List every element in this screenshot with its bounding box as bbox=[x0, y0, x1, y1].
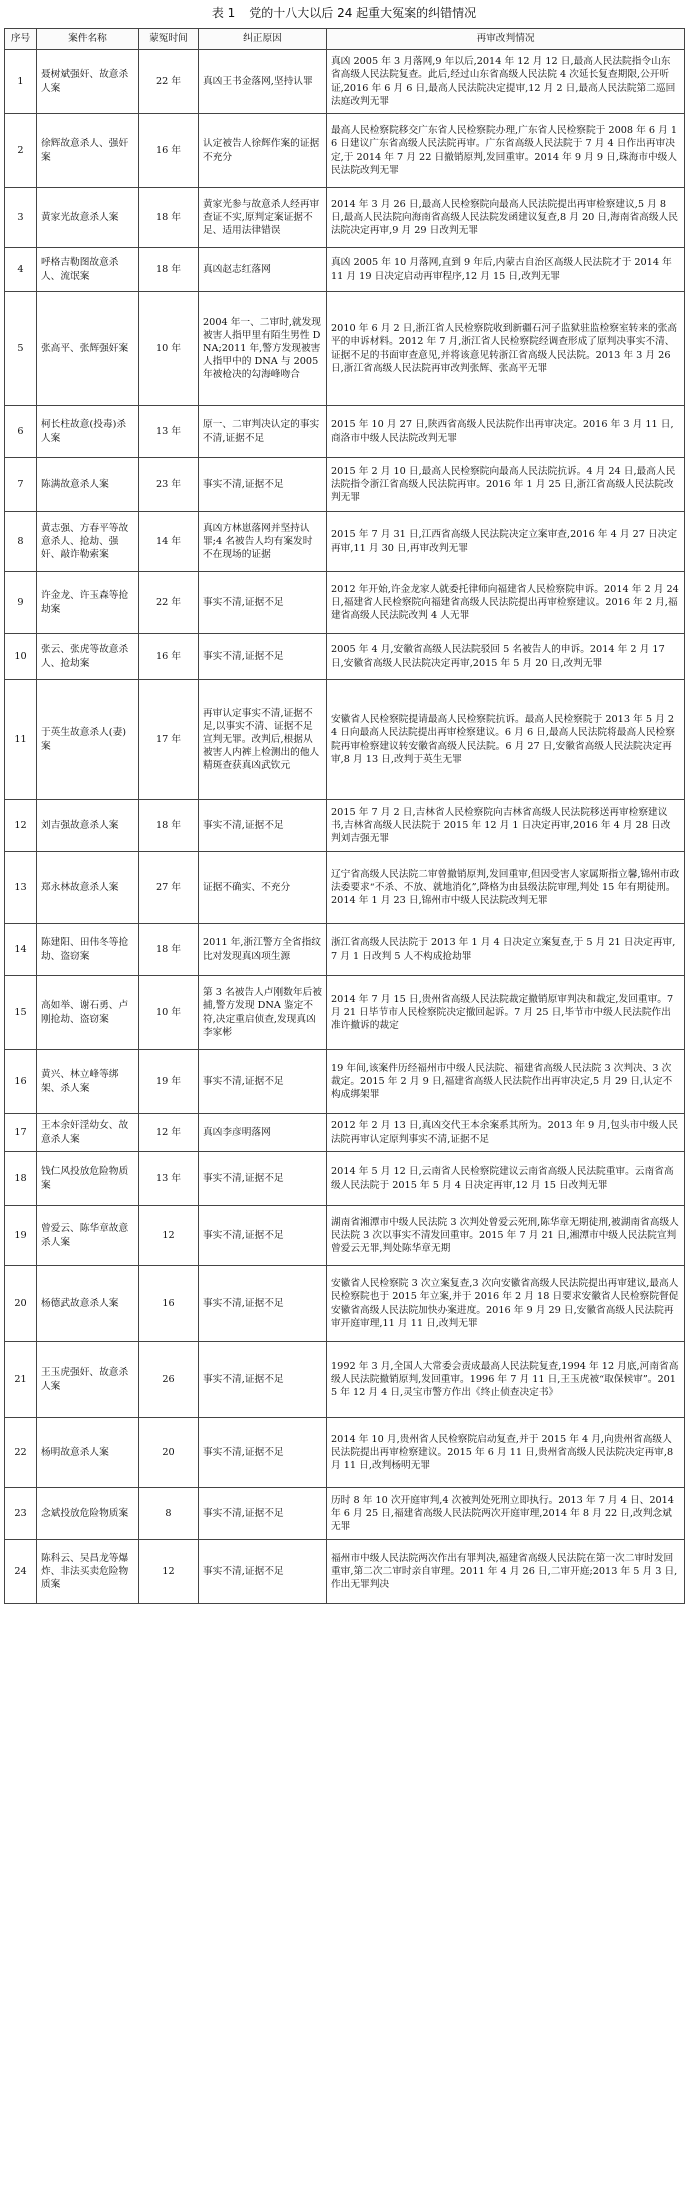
retrial-result: 真凶 2005 年 3 月落网,9 年以后,2014 年 12 月 12 日,最高人民法院指令山东省高级人民法院复查。此后,经过山东省高级人民法院 4 次延长复查期限,公开听证,2016 年 6 月 6 日,最高人民法院决定提审,12 月 2 日,最高人民法院第二巡回法庭改判无罪 bbox=[327, 50, 685, 114]
wrongful-years: 22 年 bbox=[139, 50, 199, 114]
header-case-name: 案件名称 bbox=[37, 29, 139, 50]
correction-reason: 2011 年,浙江警方全省指纹比对发现真凶项生源 bbox=[199, 924, 327, 976]
row-number: 22 bbox=[5, 1418, 37, 1488]
table-row bbox=[5, 976, 685, 1050]
table-title: 党的十八大以后 24 起重大冤案的纠错情况 bbox=[249, 6, 477, 20]
header-correction-reason: 纠正原因 bbox=[199, 29, 327, 50]
correction-reason: 原一、二审判决认定的事实不清,证据不足 bbox=[199, 406, 327, 458]
retrial-result: 2015 年 10 月 27 日,陕西省高级人民法院作出再审决定。2016 年 3 月 11 日,商洛市中级人民法院改判无罪 bbox=[327, 406, 685, 458]
row-number: 20 bbox=[5, 1266, 37, 1342]
case-name: 徐辉故意杀人、强奸案 bbox=[37, 114, 139, 188]
correction-reason: 真凶方林崽落网并坚持认罪;4 名被告人均有案发时不在现场的证据 bbox=[199, 512, 327, 572]
table-row bbox=[5, 634, 685, 680]
wrongful-years: 19 年 bbox=[139, 1050, 199, 1114]
case-name: 陈建阳、田伟冬等抢劫、盗窃案 bbox=[37, 924, 139, 976]
retrial-result: 2015 年 2 月 10 日,最高人民检察院向最高人民法院抗诉。4 月 24 日,最高人民法院指令浙江省高级人民法院再审。2016 年 1 月 25 日,浙江省高级人民法院改判无罪 bbox=[327, 458, 685, 512]
retrial-result: 2014 年 5 月 12 日,云南省人民检察院建议云南省高级人民法院重审。云南省高级人民法院于 2015 年 5 月 4 日决定再审,12 月 15 日改判无罪 bbox=[327, 1152, 685, 1206]
case-name: 王本余奸淫幼女、故意杀人案 bbox=[37, 1114, 139, 1152]
header-wrongful-years: 蒙冤时间 bbox=[139, 29, 199, 50]
correction-reason: 事实不清,证据不足 bbox=[199, 1540, 327, 1604]
wrongful-years: 10 年 bbox=[139, 976, 199, 1050]
case-name: 曾爱云、陈华章故意杀人案 bbox=[37, 1206, 139, 1266]
wrongful-years: 18 年 bbox=[139, 800, 199, 852]
correction-reason: 事实不清,证据不足 bbox=[199, 1206, 327, 1266]
row-number: 12 bbox=[5, 800, 37, 852]
row-number: 17 bbox=[5, 1114, 37, 1152]
wrongful-years: 18 年 bbox=[139, 924, 199, 976]
row-number: 1 bbox=[5, 50, 37, 114]
row-number: 18 bbox=[5, 1152, 37, 1206]
wrongful-years: 17 年 bbox=[139, 680, 199, 800]
row-number: 21 bbox=[5, 1342, 37, 1418]
wrongful-years: 12 年 bbox=[139, 1114, 199, 1152]
retrial-result: 最高人民检察院移交广东省人民检察院办理,广东省人民检察院于 2008 年 6 月 16 日建议广东省高级人民法院再审。广东省高级人民法院于 7 月 4 日作出再审决定,于 2014 年 7 月 22 日撤销原判,发回重审。2014 年 9 月 9 日,珠海市中级人民法院改判无罪 bbox=[327, 114, 685, 188]
case-name: 念斌投放危险物质案 bbox=[37, 1488, 139, 1540]
case-name: 杨德武故意杀人案 bbox=[37, 1266, 139, 1342]
retrial-result: 19 年间,该案件历经福州市中级人民法院、福建省高级人民法院 3 次判决、3 次裁定。2015 年 2 月 9 日,福建省高级人民法院作出再审决定,5 月 29 日,认定不构成绑架罪 bbox=[327, 1050, 685, 1114]
correction-reason: 事实不清,证据不足 bbox=[199, 1266, 327, 1342]
wrongful-years: 16 bbox=[139, 1266, 199, 1342]
table-row bbox=[5, 572, 685, 634]
correction-reason: 真凶李彦明落网 bbox=[199, 1114, 327, 1152]
correction-reason: 真凶王书金落网,坚持认罪 bbox=[199, 50, 327, 114]
table-row bbox=[5, 188, 685, 248]
case-name: 呼格吉勒图故意杀人、流氓案 bbox=[37, 248, 139, 292]
wrongful-years: 23 年 bbox=[139, 458, 199, 512]
table-row bbox=[5, 1540, 685, 1604]
table-caption bbox=[0, 2, 688, 24]
table-row bbox=[5, 680, 685, 800]
case-name: 王玉虎强奸、故意杀人案 bbox=[37, 1342, 139, 1418]
row-number: 10 bbox=[5, 634, 37, 680]
row-number: 16 bbox=[5, 1050, 37, 1114]
wrongful-years: 16 年 bbox=[139, 114, 199, 188]
table-row bbox=[5, 800, 685, 852]
retrial-result: 安徽省人民检察院提请最高人民检察院抗诉。最高人民检察院于 2013 年 5 月 24 日向最高人民法院提出再审检察建议。6 月 6 日,最高人民法院将最高人民检察院再审检察建议转安徽省高级人民法院。6 月 27 日,安徽省高级人民法院决定再审,8 月 13 日,改判于英生无罪 bbox=[327, 680, 685, 800]
cases-table bbox=[4, 28, 685, 1604]
wrongful-years: 18 年 bbox=[139, 248, 199, 292]
retrial-result: 1992 年 3 月,全国人大常委会责成最高人民法院复查,1994 年 12 月底,河南省高级人民法院撤销原判,发回重审。1996 年 7 月 11 日,王玉虎被“取保候审”。2015 年 12 月 4 日,灵宝市警方作出《终止侦查决定书》 bbox=[327, 1342, 685, 1418]
wrongful-years: 27 年 bbox=[139, 852, 199, 924]
correction-reason: 事实不清,证据不足 bbox=[199, 634, 327, 680]
table-row bbox=[5, 50, 685, 114]
retrial-result: 2012 年开始,许金龙家人就委托律师向福建省人民检察院申诉。2014 年 2 月 24 日,福建省人民检察院向福建省高级人民法院提出再审检察建议。2016 年 2 月,福建省高级人民法院改判 4 人无罪 bbox=[327, 572, 685, 634]
row-number: 19 bbox=[5, 1206, 37, 1266]
wrongful-years: 12 bbox=[139, 1540, 199, 1604]
case-name: 于英生故意杀人(妻)案 bbox=[37, 680, 139, 800]
correction-reason: 事实不清,证据不足 bbox=[199, 800, 327, 852]
retrial-result: 真凶 2005 年 10 月落网,直到 9 年后,内蒙古自治区高级人民法院才于 2014 年 11 月 19 日决定启动再审程序,12 月 15 日,改判无罪 bbox=[327, 248, 685, 292]
table-row bbox=[5, 1050, 685, 1114]
row-number: 4 bbox=[5, 248, 37, 292]
table-row bbox=[5, 458, 685, 512]
table-row bbox=[5, 512, 685, 572]
case-name: 张高平、张辉强奸案 bbox=[37, 292, 139, 406]
correction-reason: 黄家光参与故意杀人经再审查证不实,原判定案证据不足、适用法律错误 bbox=[199, 188, 327, 248]
case-name: 陈科云、吴昌龙等爆炸、非法买卖危险物质案 bbox=[37, 1540, 139, 1604]
row-number: 23 bbox=[5, 1488, 37, 1540]
wrongful-years: 22 年 bbox=[139, 572, 199, 634]
case-name: 郑永林故意杀人案 bbox=[37, 852, 139, 924]
case-name: 黄志强、方春平等故意杀人、抢劫、强奸、敲诈勒索案 bbox=[37, 512, 139, 572]
correction-reason: 事实不清,证据不足 bbox=[199, 458, 327, 512]
table-row bbox=[5, 1488, 685, 1540]
retrial-result: 浙江省高级人民法院于 2013 年 1 月 4 日决定立案复查,于 5 月 21 日决定再审,7 月 1 日改判 5 人不构成抢劫罪 bbox=[327, 924, 685, 976]
case-name: 杨明故意杀人案 bbox=[37, 1418, 139, 1488]
correction-reason: 事实不清,证据不足 bbox=[199, 1050, 327, 1114]
retrial-result: 2015 年 7 月 2 日,吉林省人民检察院向吉林省高级人民法院移送再审检察建议书,吉林省高级人民法院于 2015 年 12 月 1 日决定再审,2016 年 4 月 28 日改判刘吉强无罪 bbox=[327, 800, 685, 852]
case-name: 聂树斌强奸、故意杀人案 bbox=[37, 50, 139, 114]
case-name: 高如举、谢石勇、卢刚抢劫、盗窃案 bbox=[37, 976, 139, 1050]
retrial-result: 辽宁省高级人民法院二审曾撤销原判,发回重审,但因受害人家属斯指立馨,锦州市政法委要求“不杀、不放、就地消化”,降格为由县级法院审理,判处 15 年有期徒刑。2014 年 1 月 23 日,锦州市中级人民法院改判无罪 bbox=[327, 852, 685, 924]
row-number: 2 bbox=[5, 114, 37, 188]
case-name: 刘吉强故意杀人案 bbox=[37, 800, 139, 852]
row-number: 3 bbox=[5, 188, 37, 248]
retrial-result: 2015 年 7 月 31 日,江西省高级人民法院决定立案审查,2016 年 4 月 27 日决定再审,11 月 30 日,再审改判无罪 bbox=[327, 512, 685, 572]
case-name: 陈满故意杀人案 bbox=[37, 458, 139, 512]
case-name: 柯长柱故意(投毒)杀人案 bbox=[37, 406, 139, 458]
correction-reason: 证据不确实、不充分 bbox=[199, 852, 327, 924]
case-name: 张云、张虎等故意杀人、抢劫案 bbox=[37, 634, 139, 680]
table-row bbox=[5, 1266, 685, 1342]
correction-reason: 真凶赵志红落网 bbox=[199, 248, 327, 292]
table-header-row bbox=[5, 29, 685, 50]
case-name: 黄兴、林立峰等绑架、杀人案 bbox=[37, 1050, 139, 1114]
correction-reason: 事实不清,证据不足 bbox=[199, 1418, 327, 1488]
retrial-result: 2010 年 6 月 2 日,浙江省人民检察院收到新疆石河子监狱驻监检察室转来的张高平的申诉材料。2012 年 7 月,浙江省人民检察院经调查形成了原判决事实不清、证据不足的书面审查意见,并将该意见转浙江省高级人民法院。2013 年 3 月 26 日,浙江省高级人民法院再审改判张辉、张高平无罪 bbox=[327, 292, 685, 406]
table-row bbox=[5, 292, 685, 406]
case-name: 黄家光故意杀人案 bbox=[37, 188, 139, 248]
table-row bbox=[5, 852, 685, 924]
row-number: 11 bbox=[5, 680, 37, 800]
case-name: 许金龙、许玉森等抢劫案 bbox=[37, 572, 139, 634]
wrongful-years: 10 年 bbox=[139, 292, 199, 406]
table-row bbox=[5, 406, 685, 458]
row-number: 5 bbox=[5, 292, 37, 406]
table-number: 表 1 bbox=[211, 6, 236, 20]
correction-reason: 再审认定事实不清,证据不足,以事实不清、证据不足宣判无罪。改判后,根据从被害人内裤上检测出的他人精斑查获真凶武钦元 bbox=[199, 680, 327, 800]
correction-reason: 2004 年一、二审时,就发现被害人指甲里有陌生男性 DNA;2011 年,警方发现被害人指甲中的 DNA 与 2005 年被枪决的勾海峰吻合 bbox=[199, 292, 327, 406]
wrongful-years: 16 年 bbox=[139, 634, 199, 680]
table-row bbox=[5, 1418, 685, 1488]
header-no: 序号 bbox=[5, 29, 37, 50]
table-row bbox=[5, 114, 685, 188]
case-name: 钱仁风投放危险物质案 bbox=[37, 1152, 139, 1206]
retrial-result: 2005 年 4 月,安徽省高级人民法院驳回 5 名被告人的申诉。2014 年 2 月 17 日,安徽省高级人民法院决定再审,2015 年 5 月 20 日,改判无罪 bbox=[327, 634, 685, 680]
retrial-result: 2014 年 7 月 15 日,贵州省高级人民法院裁定撤销原审判决和裁定,发回重审。7 月 21 日毕节市人民检察院决定撤回起诉。7 月 25 日,毕节市中级人民法院作出准许撤诉的裁定 bbox=[327, 976, 685, 1050]
row-number: 24 bbox=[5, 1540, 37, 1604]
wrongful-years: 26 bbox=[139, 1342, 199, 1418]
row-number: 13 bbox=[5, 852, 37, 924]
header-retrial-result: 再审改判情况 bbox=[327, 29, 685, 50]
table-row bbox=[5, 1152, 685, 1206]
table-row bbox=[5, 1342, 685, 1418]
wrongful-years: 18 年 bbox=[139, 188, 199, 248]
table-row bbox=[5, 1114, 685, 1152]
retrial-result: 福州市中级人民法院两次作出有罪判决,福建省高级人民法院在第一次二审时发回重审,第二次二审时亲自审理。2011 年 4 月 26 日,二审开庭;2013 年 5 月 3 日,作出无罪判决 bbox=[327, 1540, 685, 1604]
retrial-result: 2012 年 2 月 13 日,真凶交代王本余案系其所为。2013 年 9 月,包头市中级人民法院再审认定原判事实不清,证据不足 bbox=[327, 1114, 685, 1152]
retrial-result: 2014 年 10 月,贵州省人民检察院启动复查,并于 2015 年 4 月,向贵州省高级人民法院提出再审检察建议。2015 年 6 月 11 日,贵州省高级人民法院决定再审,8 月 11 日,改判杨明无罪 bbox=[327, 1418, 685, 1488]
row-number: 6 bbox=[5, 406, 37, 458]
correction-reason: 事实不清,证据不足 bbox=[199, 1342, 327, 1418]
row-number: 15 bbox=[5, 976, 37, 1050]
retrial-result: 安徽省人民检察院 3 次立案复查,3 次向安徽省高级人民法院提出再审建议,最高人民检察院也于 2015 年立案,并于 2016 年 2 月 18 日要求安徽省人民检察院督促安徽省高级人民法院加快办案进度。2016 年 9 月 29 日,安徽省高级人民法院再审开庭审理,11 月 11 日,改判无罪 bbox=[327, 1266, 685, 1342]
correction-reason: 认定被告人徐辉作案的证据不充分 bbox=[199, 114, 327, 188]
wrongful-years: 13 年 bbox=[139, 1152, 199, 1206]
table-row bbox=[5, 248, 685, 292]
correction-reason: 事实不清,证据不足 bbox=[199, 1152, 327, 1206]
row-number: 7 bbox=[5, 458, 37, 512]
correction-reason: 事实不清,证据不足 bbox=[199, 572, 327, 634]
row-number: 14 bbox=[5, 924, 37, 976]
wrongful-years: 13 年 bbox=[139, 406, 199, 458]
retrial-result: 历时 8 年 10 次开庭审判,4 次被判处死刑立即执行。2013 年 7 月 4 日、2014 年 6 月 25 日,福建省高级人民法院两次开庭审理,2014 年 8 月 22 日,改判念斌无罪 bbox=[327, 1488, 685, 1540]
correction-reason: 事实不清,证据不足 bbox=[199, 1488, 327, 1540]
wrongful-years: 20 bbox=[139, 1418, 199, 1488]
retrial-result: 湖南省湘潭市中级人民法院 3 次判处曾爱云死刑,陈华章无期徒刑,被湖南省高级人民法院 3 次以事实不清发回重审。2015 年 7 月 21 日,湘潭市中级人民法院宣判曾爱云无罪,判处陈华章无期 bbox=[327, 1206, 685, 1266]
wrongful-years: 8 bbox=[139, 1488, 199, 1540]
row-number: 9 bbox=[5, 572, 37, 634]
wrongful-years: 14 年 bbox=[139, 512, 199, 572]
wrongful-years: 12 bbox=[139, 1206, 199, 1266]
table-row bbox=[5, 1206, 685, 1266]
correction-reason: 第 3 名被告人卢刚数年后被捕,警方发现 DNA 鉴定不符,决定重启侦查,发现真凶李家彬 bbox=[199, 976, 327, 1050]
row-number: 8 bbox=[5, 512, 37, 572]
table-row bbox=[5, 924, 685, 976]
retrial-result: 2014 年 3 月 26 日,最高人民检察院向最高人民法院提出再审检察建议,5 月 8 日,最高人民法院向海南省高级人民法院发函建议复查,8 月 20 日,海南省高级人民法院决定再审,9 月 29 日改判无罪 bbox=[327, 188, 685, 248]
